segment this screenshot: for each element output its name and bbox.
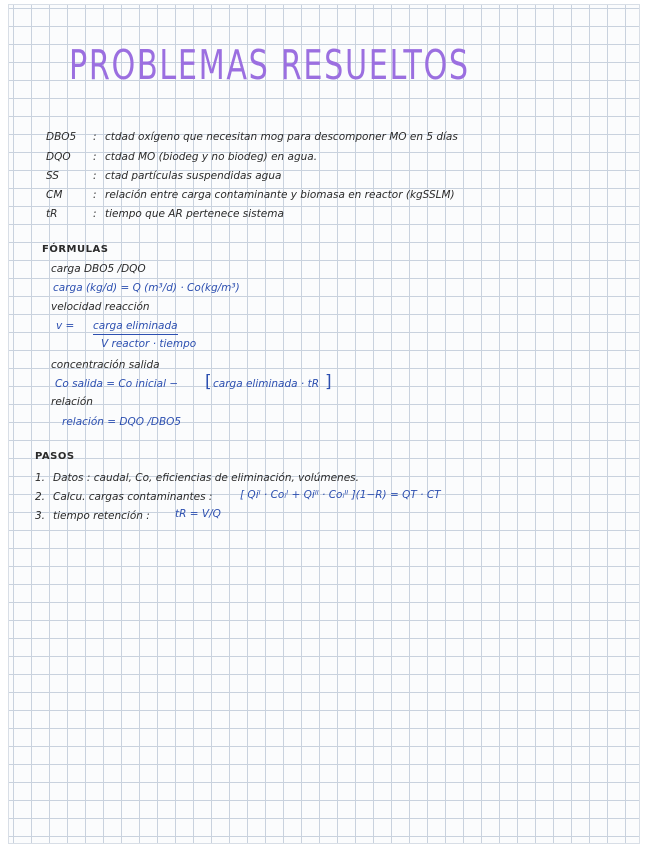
step-formula: tR = V/Q (175, 508, 221, 520)
definition-key: SS (46, 170, 59, 182)
velocidad-denominator: V reactor · tiempo (101, 338, 197, 350)
definition-sep: : (93, 189, 97, 201)
step-number: 2. (35, 491, 46, 503)
definition-sep: : (93, 170, 97, 182)
definition-text: tiempo que AR pertenece sistema (105, 208, 284, 220)
definition-text: ctdad oxígeno que necesitan mog para descomponer MO en 5 días (105, 131, 458, 143)
definition-key: DQO (46, 151, 71, 163)
definition-text: relación entre carga contaminante y biomasa en reactor (kgSSLM) (105, 189, 455, 201)
relacion-formula: relación = DQO /DBO5 (62, 416, 182, 428)
definition-text: ctdad MO (biodeg y no biodeg) en agua. (105, 151, 318, 163)
definition-sep: : (93, 208, 97, 220)
formula-label: velocidad reacción (51, 301, 150, 313)
definition-sep: : (93, 151, 97, 163)
bracket-open: [ (205, 372, 212, 392)
formula-label: relación (51, 396, 93, 408)
definition-key: tR (46, 208, 58, 220)
definition-text: ctad partículas suspendidas agua (105, 170, 282, 182)
velocidad-numerator: carga eliminada (93, 320, 178, 335)
step-text: tiempo retención : (53, 510, 150, 522)
step-text: Datos : caudal, Co, eficiencias de eliminación, volúmenes. (53, 472, 359, 484)
formulas-heading: FÓRMULAS (42, 244, 109, 255)
page-title: PROBLEMAS RESUELTOS (69, 41, 470, 89)
step-number: 1. (35, 472, 46, 484)
definition-key: CM (46, 189, 63, 201)
definition-sep: : (93, 131, 97, 143)
formula-label: carga DBO5 /DQO (51, 263, 146, 275)
steps-heading: PASOS (35, 451, 75, 462)
grid-paper-page (8, 4, 640, 844)
concentracion-bracket-content: carga eliminada · tR (213, 378, 320, 390)
formula-label: concentración salida (51, 359, 160, 371)
definition-key: DBO5 (46, 131, 77, 143)
step-formula: [ Qiᴵ · Coᵢᴵ + Qiᴵᴵ · Coᵢᴵᴵ ](1−R) = QT · CT (240, 489, 441, 501)
bracket-close: ] (325, 372, 332, 392)
concentracion-lhs: Co salida = Co inicial − (55, 378, 179, 390)
step-number: 3. (35, 510, 46, 522)
carga-formula: carga (kg/d) = Q (m³/d) · Co(kg/m³) (53, 282, 240, 294)
velocidad-lhs: v = (56, 320, 75, 332)
step-text: Calcu. cargas contaminantes : (53, 491, 213, 503)
